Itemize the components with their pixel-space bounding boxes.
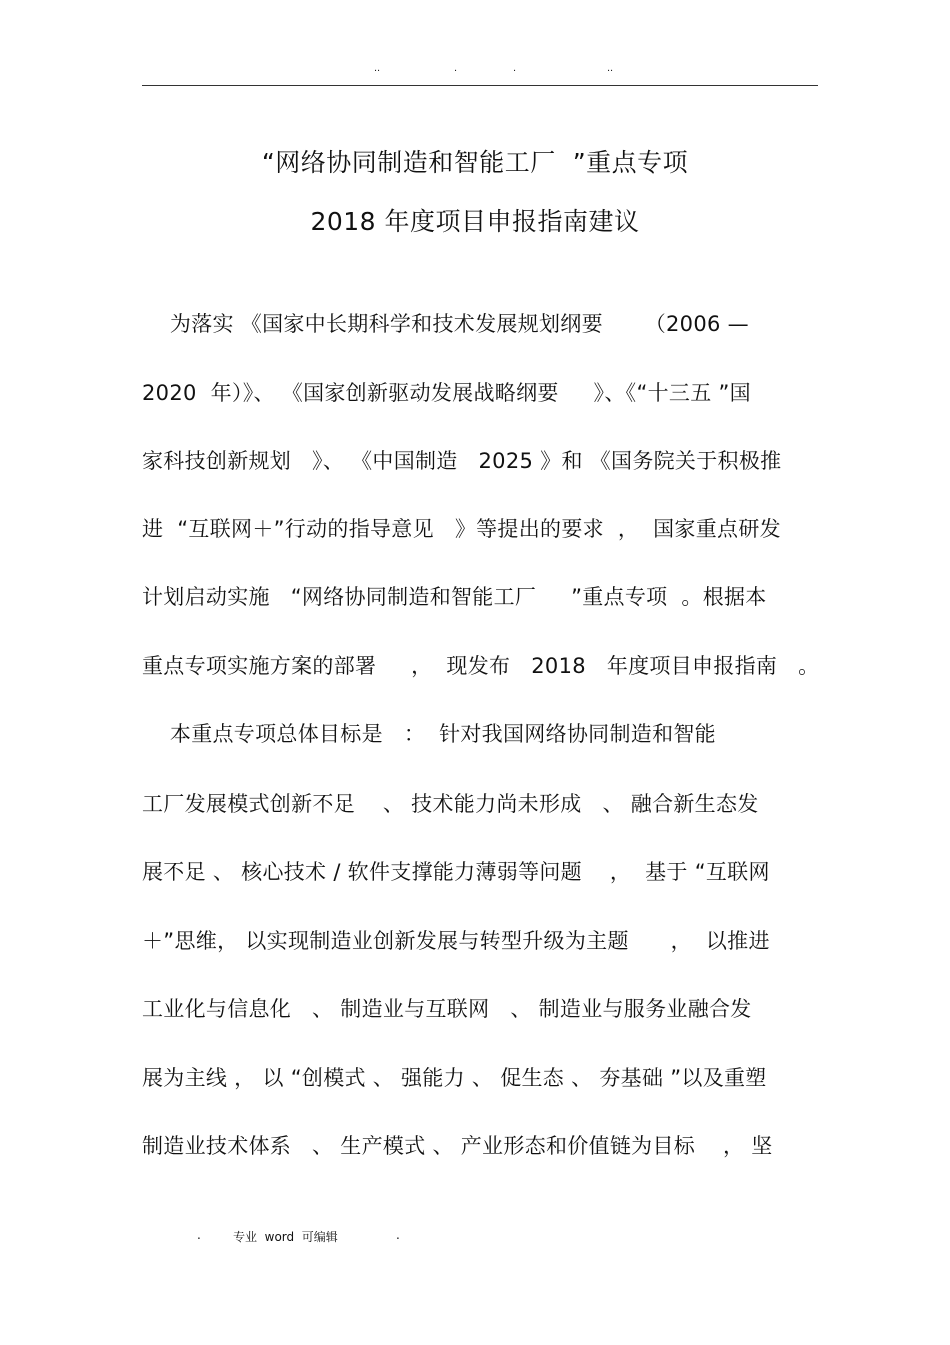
body-line-12: 展为主线 ， 以 “创模式 、 强能力 、 促生态 、 夯基础 ”以及重塑 [142, 1066, 767, 1090]
header-mark-3: . [513, 62, 517, 74]
footer-left-mark: . [197, 1228, 201, 1242]
header-mark-2: . [454, 62, 458, 74]
body-line-2: 2020 年）》、 《国家创新驱动发展战略纲要 》、《“十三五 ”国 [142, 381, 751, 405]
footer-right-mark: . [396, 1228, 400, 1242]
header-mark-4: .. [607, 62, 614, 74]
document-title-line-2: 2018 年度项目申报指南建议 [310, 207, 640, 236]
body-line-9: 展不足 、 核心技术 / 软件支撑能力薄弱等问题 ， 基于 “互联网 [142, 860, 770, 884]
body-line-7: 本重点专项总体目标是 ： 针对我国网络协同制造和智能 [142, 722, 716, 746]
page-header-marks [142, 62, 818, 82]
body-line-5: 计划启动实施 “网络协同制造和智能工厂 ”重点专项 。根据本 [142, 585, 767, 609]
body-line-6: 重点专项实施方案的部署 ， 现发布 2018 年度项目申报指南 。 [142, 654, 820, 678]
header-mark-1: .. [374, 62, 381, 74]
body-line-4: 进 “互联网＋”行动的指导意见 》等提出的要求 ， 国家重点研发 [142, 517, 781, 541]
body-line-10: ＋”思维， 以实现制造业创新发展与转型升级为主题 ， 以推进 [142, 929, 770, 953]
body-line-8: 工厂发展模式创新不足 、 技术能力尚未形成 、 融合新生态发 [142, 792, 759, 816]
body-line-1: 为落实 《国家中长期科学和技术发展规划纲要 （2006 — [142, 312, 749, 336]
body-line-3: 家科技创新规划 》、 《中国制造 2025 》和 《国务院关于积极推 [142, 449, 782, 473]
body-line-13: 制造业技术体系 、 生产模式 、 产业形态和价值链为目标 ， 坚 [142, 1134, 773, 1158]
document-title-line-1: “网络协同制造和智能工厂 ”重点专项 [261, 148, 689, 177]
body-line-11: 工业化与信息化 、 制造业与互联网 、 制造业与服务业融合发 [142, 997, 752, 1021]
footer-text: 专业 word 可编辑 [233, 1230, 338, 1244]
header-rule [142, 85, 818, 86]
page-footer [0, 1228, 950, 1248]
